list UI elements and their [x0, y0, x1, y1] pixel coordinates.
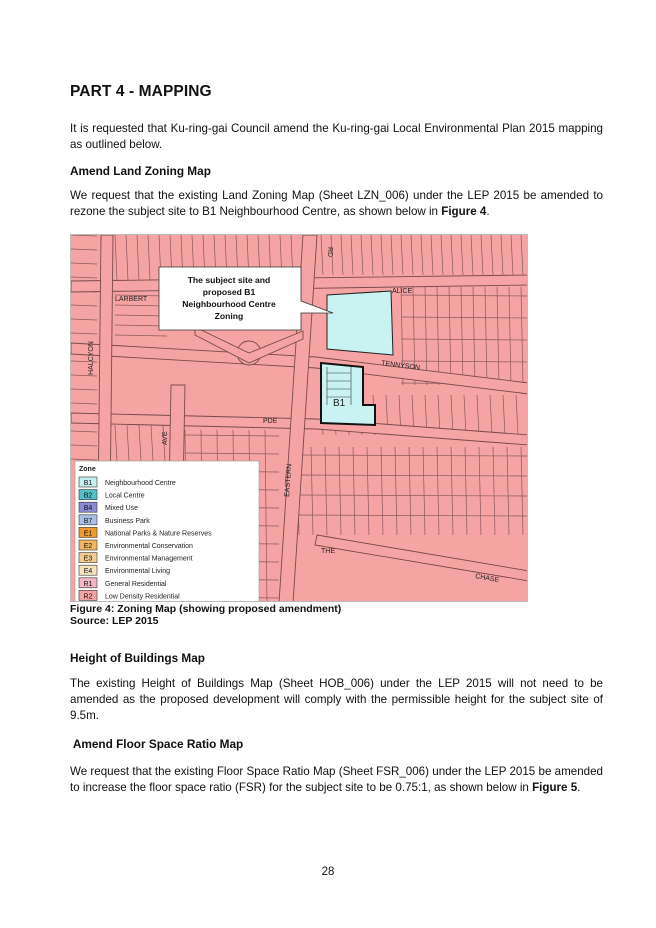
floor-space-ratio-paragraph: [70, 764, 603, 796]
legend-code: E3: [83, 555, 93, 563]
subject-site-label: B1: [333, 398, 346, 409]
land-zoning-text: We request that the existing Land Zoning Map (Sheet LZN_006) under the LEP 2015 be amended to rezone the subject site to B1 Neighbourhood Centre, as shown below in: [70, 189, 603, 218]
zoning-map-figure: [70, 234, 528, 602]
street-label-eastern: EASTERN: [284, 463, 294, 498]
legend-code: E1: [83, 530, 93, 538]
callout-line-4: Zoning: [214, 311, 244, 321]
street-label-alice: ALICE: [392, 288, 413, 295]
legend-code: E2: [83, 543, 93, 550]
legend-label: Environmental Management: [105, 555, 193, 563]
callout-line-1: The subject site and: [187, 275, 271, 285]
figure-source: Source: LEP 2015: [70, 615, 159, 627]
callout-line-3: Neighbourhood Centre: [182, 299, 276, 309]
legend-code: B1: [83, 480, 93, 487]
street-label-tennyson: TENNYSON: [380, 360, 421, 372]
legend-label: Local Centre: [105, 492, 145, 500]
existing-neighbourhood-centre: [327, 291, 393, 355]
floor-space-ratio-heading: Amend Floor Space Ratio Map: [70, 737, 244, 751]
legend-code: E4: [83, 568, 93, 576]
legend-label: Low Density Residential: [105, 593, 180, 601]
figure-4-reference: Figure 4: [441, 205, 487, 218]
street-label-chase: CHASE: [474, 573, 500, 585]
legend-code: B7: [83, 517, 93, 525]
height-buildings-heading: Height of Buildings Map: [70, 651, 205, 665]
legend-label: National Parks & Nature Reserves: [105, 530, 212, 538]
street-label-the: THE: [321, 548, 335, 555]
section-heading: PART 4 - MAPPING: [70, 83, 212, 100]
legend-code: B2: [83, 492, 93, 500]
map-legend: [75, 461, 259, 602]
legend-label: Environmental Living: [105, 568, 170, 576]
street-label-halcyon: HALCYON: [88, 341, 95, 375]
land-zoning-suffix: .: [486, 205, 490, 218]
callout-line-2: proposed B1: [202, 287, 256, 297]
street-label-ave: AVE: [162, 431, 169, 445]
street-label-rd: RD: [326, 247, 333, 258]
legend-label: Business Park: [105, 517, 150, 525]
zoning-map: [71, 235, 528, 602]
legend-title: Zone: [79, 466, 96, 473]
floor-space-ratio-text: We request that the existing Floor Space Ratio Map (Sheet FSR_006) under the LEP 2015 be amended to increase the floor space ratio (FSR) for the subject site to be 0.75:1, as shown below in: [70, 765, 603, 794]
legend-label: Mixed Use: [105, 505, 139, 513]
floor-space-ratio-suffix: .: [577, 781, 581, 794]
street-label-pde: PDE: [263, 418, 278, 425]
legend-code: R1: [83, 580, 93, 588]
height-buildings-paragraph: The existing Height of Buildings Map (Sheet HOB_006) under the LEP 2015 will not need to be amended as the proposed development will comply with the permissible height for the subject site of 9.5m.: [70, 677, 603, 722]
intro-paragraph: It is requested that Ku-ring-gai Council amend the Ku-ring-gai Local Environmental Plan 2015 mapping as outlined below.: [70, 122, 603, 151]
figure-5-reference: Figure 5: [532, 781, 578, 794]
legend-code: B4: [83, 505, 93, 513]
legend-label: Environmental Conservation: [105, 543, 193, 550]
legend-label: General Residential: [105, 580, 167, 588]
land-zoning-heading: Amend Land Zoning Map: [70, 164, 211, 178]
legend-code: R2: [83, 593, 93, 601]
land-zoning-paragraph: [70, 188, 603, 220]
legend-label: Neighbourhood Centre: [105, 480, 176, 487]
street-label-albert: LARBERT: [115, 296, 148, 303]
page-number: 28: [321, 866, 335, 878]
figure-caption: Figure 4: Zoning Map (showing proposed amendment): [70, 603, 342, 615]
